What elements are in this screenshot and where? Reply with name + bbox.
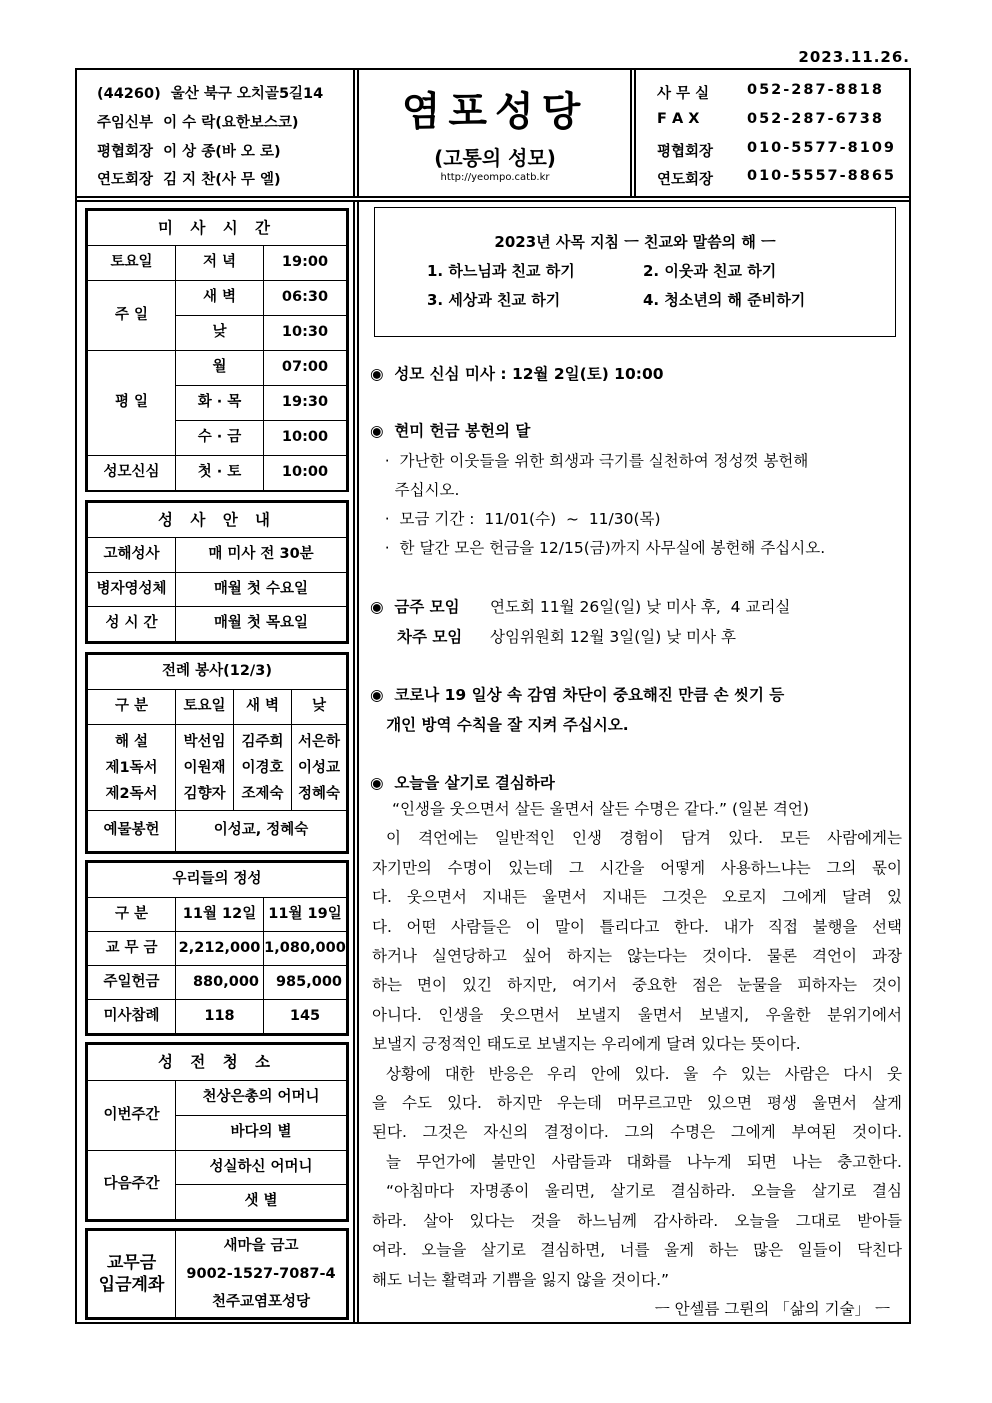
- day-label: 성모신심: [88, 456, 176, 491]
- col-header: 구 분: [88, 690, 176, 725]
- account-label: 교무금: [106, 1253, 157, 1273]
- row-label: 병자영성체: [88, 572, 176, 607]
- liturgy-table: [85, 652, 349, 854]
- amount: 118: [176, 1000, 264, 1034]
- slot-label: 화 · 목: [176, 386, 264, 421]
- person: 조제숙: [241, 785, 284, 802]
- essay-line: 보낼지 긍정적인 태도로 보낼지는 우리에게 달려 있다는 뜻이다.: [372, 1035, 801, 1054]
- guideline-item: 3. 세상과 친교 하기: [427, 291, 561, 309]
- account-number: 9002-1527-7087-4: [186, 1266, 336, 1282]
- week-label: 다음주간: [88, 1150, 176, 1220]
- notice-meeting-heading: ◉ 금주 모임: [370, 598, 460, 616]
- row-label: 미사참례: [88, 1000, 176, 1034]
- essay-line: 늘 무언가에 불만인 사람들과 대화를 나누게 되면 나는 충고한다.: [386, 1152, 902, 1171]
- notice-covid: ◉ 코로나 19 일상 속 감염 차단이 중요해진 만큼 손 씻기 등: [370, 686, 785, 704]
- notice-next-meeting-heading: 차주 모임: [370, 628, 463, 646]
- time-value: 06:30: [264, 281, 347, 316]
- col-header: 토요일: [176, 690, 234, 725]
- bulletin-frame: [75, 68, 911, 1324]
- row-label: 성 시 간: [88, 607, 176, 642]
- contact-value: 010-5557-8865: [747, 168, 897, 184]
- council-president: 평협회장 이 상 종(바 오 로): [97, 144, 281, 160]
- essay-line: 하라. 살아 있다는 것을 하느님께 감사하라. 오늘을 그대로 받아들: [372, 1211, 902, 1230]
- time-value: 10:00: [264, 456, 347, 491]
- time-value: 19:30: [264, 386, 347, 421]
- sacrament-title: 성 사 안 내: [88, 503, 347, 538]
- pastoral-guideline-box: [374, 207, 896, 337]
- notice-line: · 한 달간 모은 헌금을 12/15(금)까지 사무실에 봉헌해 주십시오.: [370, 539, 826, 557]
- divider: [630, 70, 632, 196]
- col-header: 새 벽: [234, 690, 292, 725]
- essay-line: 자기만의 수명이 있는데 그 시간을 어떻게 사용하느냐는 그의 몫이: [372, 858, 902, 877]
- role-label: 해 설: [114, 733, 149, 750]
- time-value: 07:00: [264, 351, 347, 386]
- person: 박선임: [183, 733, 226, 750]
- row-label: 고해성사: [88, 538, 176, 573]
- parish-title: 염포성당: [401, 89, 589, 135]
- row-value: 이성교, 정혜숙: [176, 811, 347, 852]
- slot-label: 수 · 금: [176, 421, 264, 456]
- contact-label: 평협회장: [657, 144, 714, 160]
- team: 샛 별: [176, 1185, 347, 1220]
- person: 이원재: [183, 759, 226, 776]
- role-label: 제1독서: [105, 759, 158, 776]
- col-header: 낮: [292, 690, 347, 725]
- col-header: 11월 19일: [264, 898, 347, 932]
- notice-line: 주십시오.: [370, 481, 460, 499]
- notice-line: · 모금 기간 : 11/01(수) ~ 11/30(목): [370, 510, 661, 528]
- parish-url[interactable]: http://yeompo.catb.kr: [440, 172, 550, 183]
- contact-label: F A X: [657, 111, 700, 127]
- column-divider: [353, 200, 355, 1324]
- cleaning-table: [85, 1042, 349, 1222]
- essay-source: ㅡ 안셀름 그륀의 「삶의 기술」 ㅡ: [654, 1299, 890, 1318]
- essay-line: “아침마다 자명종이 울리면, 살기로 결심하라. 오늘을 살기로 결심: [386, 1182, 902, 1201]
- row-value: 매월 첫 수요일: [176, 572, 347, 607]
- person: 이성교: [297, 759, 341, 776]
- person: 김주희: [241, 733, 284, 750]
- liturgy-title: 전례 봉사(12/3): [88, 655, 347, 690]
- prayer-group-president: 연도회장 김 지 찬(사 무 엘): [97, 172, 281, 188]
- notice-next-meeting: 상임위원회 12월 3일(일) 낮 미사 후: [490, 628, 736, 646]
- row-label: 예물봉헌: [88, 811, 176, 852]
- day-label: 평 일: [88, 351, 176, 456]
- bank-name: 새마을 금고: [223, 1238, 299, 1254]
- essay-line: 이 격언에는 일반적인 인생 경험이 담겨 있다. 모든 사람에게는: [386, 829, 902, 848]
- time-value: 10:30: [264, 316, 347, 351]
- week-label: 이번주간: [88, 1081, 176, 1151]
- cleaning-title: 성 전 청 소: [88, 1045, 347, 1081]
- notice-meeting: 연도회 11월 26일(일) 낮 미사 후, 4 교리실: [490, 598, 791, 616]
- slot-label: 첫 · 토: [176, 456, 264, 491]
- essay-line: 해도 너는 활력과 기쁨을 잃지 않을 것이다.”: [372, 1270, 670, 1289]
- parish-address: (44260) 울산 북구 오치골5길14: [97, 86, 324, 102]
- amount: 985,000: [264, 966, 347, 1000]
- guideline-item: 4. 청소년의 해 준비하기: [643, 291, 806, 309]
- contact-value: 052-287-6738: [747, 111, 884, 127]
- offering-table: [85, 860, 349, 1036]
- essay-line: 아니다. 인생을 웃으면서 보낼지 울면서 보낼지, 우울한 분위기에서: [372, 1005, 902, 1024]
- header-divider: [77, 196, 909, 198]
- mass-times-title: 미 사 시 간: [88, 211, 347, 246]
- amount: 145: [264, 1000, 347, 1034]
- slot-label: 새 벽: [176, 281, 264, 316]
- row-label: 주일헌금: [88, 966, 176, 1000]
- essay-line: 하는 면이 있긴 하지만, 여기서 중요한 점은 눈물을 피하자는 것이: [372, 976, 902, 995]
- parish-subtitle: (고통의 성모): [434, 146, 556, 170]
- contact-label: 사 무 실: [657, 86, 710, 102]
- mass-times-table: [85, 208, 349, 492]
- time-value: 19:00: [264, 246, 347, 281]
- guideline-item: 2. 이웃과 친교 하기: [643, 262, 777, 280]
- contact-label: 연도회장: [657, 172, 714, 188]
- essay-line: 다. 웃으면서 지내든 울면서 지내든 그것은 오로지 그에게 달려 있: [372, 888, 902, 907]
- essay-line: 여라. 오늘을 살기로 결심하면, 너를 울게 하는 많은 일들이 닥친다: [372, 1241, 902, 1260]
- person: 김향자: [183, 785, 226, 802]
- amount: 2,212,000: [176, 932, 264, 966]
- person: 이경호: [241, 759, 284, 776]
- team: 성실하신 어머니: [176, 1150, 347, 1185]
- essay-line: 다. 어떤 사람들은 이 말이 틀리다고 한다. 내가 직접 불행을 선택: [372, 917, 902, 936]
- contact-value: 010-5577-8109: [747, 140, 897, 156]
- col-header: 11월 12일: [176, 898, 264, 932]
- notice-mary-mass: ◉ 성모 신심 미사 : 12월 2일(토) 10:00: [370, 365, 664, 383]
- col-header: 구 분: [88, 898, 176, 932]
- contact-value: 052-287-8818: [747, 82, 884, 98]
- essay-title: ◉ 오늘을 살기로 결심하라: [370, 774, 555, 792]
- pastor: 주임신부 이 수 락(요한보스코): [97, 115, 299, 131]
- essay-line: 된다. 그것은 자신의 결정이다. 그의 수명은 그에게 부여된 것이다.: [372, 1123, 902, 1142]
- slot-label: 낮: [176, 316, 264, 351]
- team: 천상은총의 어머니: [176, 1081, 347, 1116]
- essay-line: 상황에 대한 반응은 우리 안에 있다. 울 수 있는 사람은 다시 웃: [386, 1064, 902, 1083]
- offering-title: 우리들의 정성: [88, 863, 347, 898]
- date: 2023.11.26.: [798, 48, 910, 66]
- row-label: 교 무 금: [88, 932, 176, 966]
- slot-label: 월: [176, 351, 264, 386]
- header-divider-2: [77, 200, 909, 202]
- row-value: 매월 첫 목요일: [176, 607, 347, 642]
- divider: [357, 70, 359, 196]
- guideline-item: 1. 하느님과 친교 하기: [427, 262, 575, 280]
- day-label: 주 일: [88, 281, 176, 351]
- account-holder: 천주교염포성당: [211, 1294, 311, 1310]
- divider: [353, 70, 355, 196]
- divider: [634, 70, 636, 196]
- person: 서은하: [297, 733, 341, 750]
- amount: 1,080,000: [264, 932, 347, 966]
- essay-line: 을 수도 있다. 하지만 우는데 머무르고만 있으면 평생 울면서 살게: [372, 1094, 902, 1113]
- guideline-title: 2023년 사목 지침 ㅡ 친교와 말씀의 해 ㅡ: [494, 233, 776, 251]
- person: 정혜숙: [297, 785, 341, 802]
- essay-body: [372, 795, 902, 1324]
- notice-line: · 가난한 이웃들을 위한 희생과 극기를 실천하여 정성껏 봉헌해: [370, 452, 809, 470]
- slot-label: 저 녁: [176, 246, 264, 281]
- account-label: 입금계좌: [98, 1275, 165, 1295]
- essay-line: “인생을 웃으면서 살든 울면서 살든 수명은 같다.” (일본 격언): [392, 800, 809, 818]
- team: 바다의 별: [176, 1115, 347, 1150]
- row-value: 매 미사 전 30분: [176, 538, 347, 573]
- time-value: 10:00: [264, 421, 347, 456]
- account-table: [85, 1228, 349, 1320]
- notice-covid-2: 개인 방역 수칙을 잘 지켜 주십시오.: [370, 716, 629, 734]
- notice-rice-offering: ◉ 현미 헌금 봉헌의 달: [370, 422, 531, 440]
- amount: 880,000: [176, 966, 264, 1000]
- column-divider: [357, 200, 359, 1324]
- day-label: 토요일: [88, 246, 176, 281]
- essay-line: 하거나 실연당하고 싶어 하지는 않는다는 것이다. 물론 격언이 과장: [372, 947, 902, 966]
- sacrament-table: [85, 500, 349, 644]
- role-label: 제2독서: [105, 785, 158, 802]
